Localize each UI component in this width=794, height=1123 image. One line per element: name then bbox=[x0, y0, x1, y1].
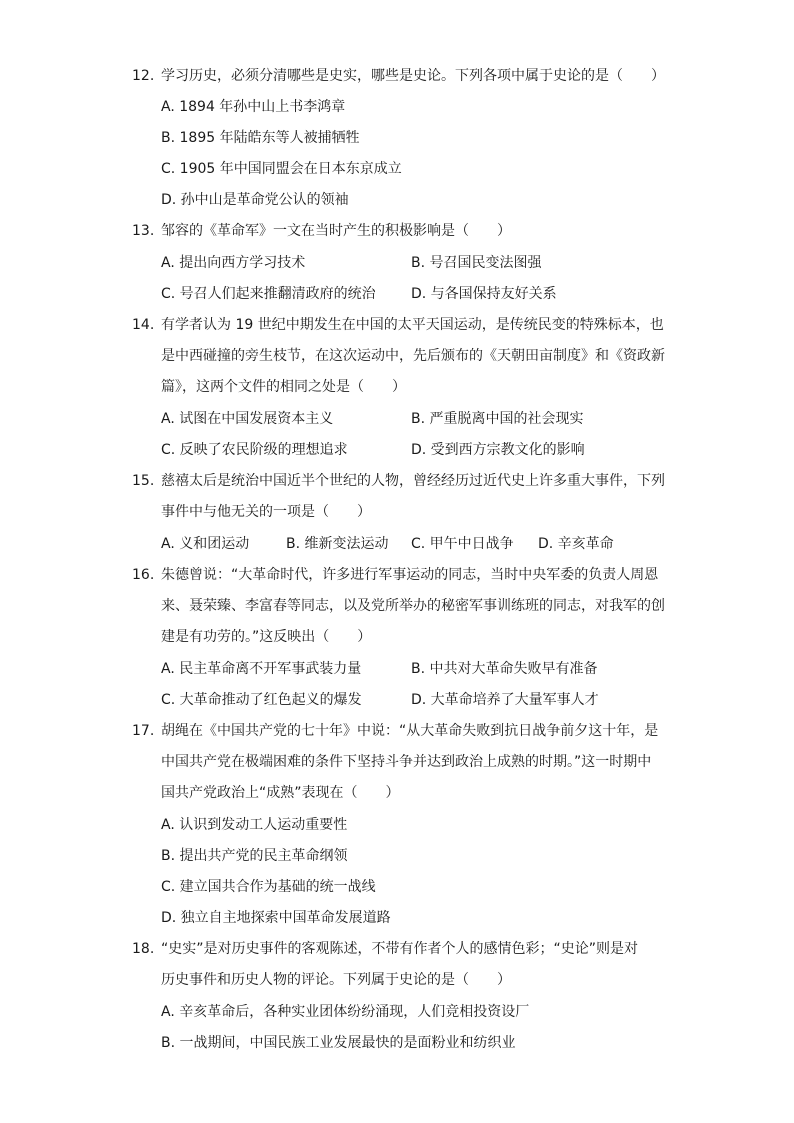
option-b: B. 中共对大革命失败早有准备 bbox=[411, 661, 598, 677]
option-a: A. 试图在中国发展资本主义 bbox=[161, 411, 334, 427]
stem-line: 学习历史，必须分清哪些是史实，哪些是史论。下列各项中属于史论的是（ ） bbox=[161, 68, 665, 84]
option-a: A. 认识到发动工人运动重要性 bbox=[161, 817, 348, 833]
option-c: C. 建立国共合作为基础的统一战线 bbox=[161, 879, 376, 895]
question-stem bbox=[161, 560, 665, 653]
option-c: C. 反映了农民阶级的理想追求 bbox=[161, 442, 348, 458]
option-a: A. 义和团运动 bbox=[161, 536, 250, 552]
question-number: 13. bbox=[132, 223, 155, 239]
question-number: 14. bbox=[132, 317, 155, 333]
option-c: C. 号召人们起来推翻清政府的统治 bbox=[161, 286, 376, 302]
option-b: B. 1895 年陆皓东等人被捕牺牲 bbox=[161, 130, 360, 146]
stem-line: 来、聂荣臻、李富春等同志，以及党所举办的秘密军事训练班的同志，对我军的创 bbox=[161, 598, 665, 614]
stem-line: 邹容的《革命军》一文在当时产生的积极影响是（ ） bbox=[161, 223, 511, 239]
stem-line: 是中西碰撞的旁生枝节，在这次运动中，先后颁布的《天朝田亩制度》和《资政新 bbox=[161, 348, 665, 364]
question-number: 12. bbox=[132, 68, 155, 84]
stem-line: 历史事件和历史人物的评论。下列属于史论的是（ ） bbox=[161, 972, 511, 988]
stem-line: 篇》，这两个文件的相同之处是（ ） bbox=[161, 379, 406, 395]
option-a: A. 1894 年孙中山上书李鸿章 bbox=[161, 99, 346, 115]
option-d: D. 辛亥革命 bbox=[538, 536, 614, 552]
stem-line: 中国共产党在极端困难的条件下坚持斗争并达到政治上成熟的时期。”这一时期中 bbox=[161, 754, 652, 770]
option-b: B. 严重脱离中国的社会现实 bbox=[411, 411, 584, 427]
question-number: 16. bbox=[132, 567, 155, 583]
option-c: C. 甲午中日战争 bbox=[411, 536, 514, 552]
question-stem bbox=[161, 216, 665, 247]
option-b: B. 号召国民变法图强 bbox=[411, 255, 542, 271]
question-stem bbox=[161, 466, 665, 528]
question-stem bbox=[161, 716, 665, 809]
stem-line: 建是有功劳的。”这反映出（ ） bbox=[161, 629, 372, 645]
option-c: C. 1905 年中国同盟会在日本东京成立 bbox=[161, 161, 402, 177]
question-number: 18. bbox=[132, 941, 155, 957]
option-b: B. 提出共产党的民主革命纲领 bbox=[161, 848, 348, 864]
option-b: B. 一战期间，中国民族工业发展最快的是面粉业和纺织业 bbox=[161, 1035, 516, 1051]
option-d: D. 孙中山是革命党公认的领袖 bbox=[161, 192, 349, 208]
question-stem bbox=[161, 310, 665, 403]
option-a: A. 民主革命离不开军事武装力量 bbox=[161, 661, 362, 677]
stem-line: 国共产党政治上“成熟”表现在（ ） bbox=[161, 785, 400, 801]
question-stem bbox=[161, 61, 665, 92]
stem-line: 朱德曾说：“大革命时代，许多进行军事运动的同志，当时中央军委的负责人周恩 bbox=[161, 567, 659, 583]
option-b: B. 维新变法运动 bbox=[286, 536, 389, 552]
option-d: D. 受到西方宗教文化的影响 bbox=[411, 442, 585, 458]
stem-line: 有学者认为 19 世纪中期发生在中国的太平天国运动，是传统民变的特殊标本，也 bbox=[161, 317, 664, 333]
question-number: 17. bbox=[132, 723, 155, 739]
stem-line: “史实”是对历史事件的客观陈述，不带有作者个人的感情色彩；“史论”则是对 bbox=[161, 941, 639, 957]
stem-line: 慈禧太后是统治中国近半个世纪的人物，曾经经历过近代史上许多重大事件，下列 bbox=[161, 473, 665, 489]
option-d: D. 独立自主地探索中国革命发展道路 bbox=[161, 910, 391, 926]
question-stem bbox=[161, 934, 665, 996]
option-d: D. 与各国保持友好关系 bbox=[411, 286, 557, 302]
option-d: D. 大革命培养了大量军事人才 bbox=[411, 692, 599, 708]
stem-line: 胡绳在《中国共产党的七十年》中说：“从大革命失败到抗日战争前夕这十年，是 bbox=[161, 723, 659, 739]
stem-line: 事件中与他无关的一项是（ ） bbox=[161, 504, 371, 520]
option-a: A. 辛亥革命后，各种实业团体纷纷涌现，人们竞相投资设厂 bbox=[161, 1004, 530, 1020]
option-a: A. 提出向西方学习技术 bbox=[161, 255, 306, 271]
option-c: C. 大革命推动了红色起义的爆发 bbox=[161, 692, 362, 708]
question-number: 15. bbox=[132, 473, 155, 489]
